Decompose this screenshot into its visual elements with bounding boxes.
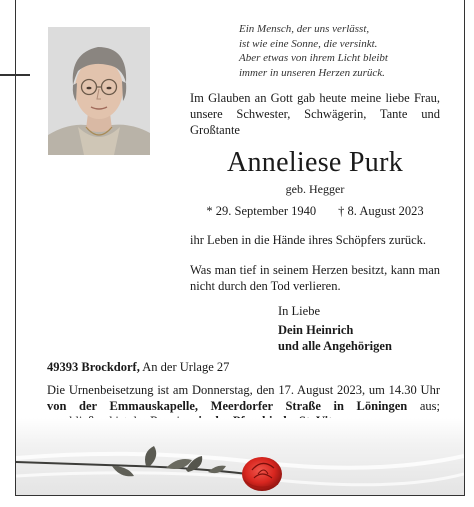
maiden-name: geb. Hegger (285, 182, 345, 196)
signature-greeting: In Liebe (278, 304, 320, 318)
memorial-saying: Was man tief in seinem Herzen besitzt, kann man nicht durch den Tod verlieren. (190, 263, 440, 293)
signature-block (278, 303, 448, 354)
portrait-photo (48, 27, 150, 155)
quote-line: Aber etwas von ihrem Licht bleibt (239, 52, 388, 64)
rose-icon (242, 457, 282, 491)
memorial-quote (239, 22, 439, 80)
address-street: An der Urlage 27 (142, 360, 230, 374)
notice-text-1: Die Urnenbeisetzung ist am Donnerstag, den 17. August 2023, um 14.30 Uhr (47, 383, 440, 397)
death-date: † 8. August 2023 (338, 204, 424, 218)
birth-date: * 29. September 1940 (206, 204, 317, 218)
address (47, 360, 229, 375)
rose-illustration (16, 418, 464, 495)
life-line: ihr Leben in die Hände ihres Schöpfers zurück. (190, 233, 427, 247)
address-place: 49393 Brockdorf, (47, 360, 140, 374)
deceased-name: Anneliese Purk (226, 147, 404, 178)
signature-line-2: und alle Angehörigen (278, 339, 392, 353)
quote-line: immer in unseren Herzen zurück. (239, 66, 385, 79)
quote-line: Ein Mensch, der uns verlässt, (239, 23, 370, 35)
signature-line-1: Dein Heinrich (278, 323, 354, 337)
intro-text: Im Glauben an Gott gab heute meine liebe Frau, unsere Schwester, Schwägerin, Tante und Großtante (190, 91, 440, 137)
notice-text-2: aus; (419, 398, 440, 413)
quote-line: ist wie eine Sonne, die versinkt. (239, 37, 378, 50)
frame-tick (0, 74, 30, 76)
life-dates (190, 204, 440, 219)
notice-location-1: von der Emmauskapelle, Meerdorfer Straße in Löningen (47, 398, 408, 413)
